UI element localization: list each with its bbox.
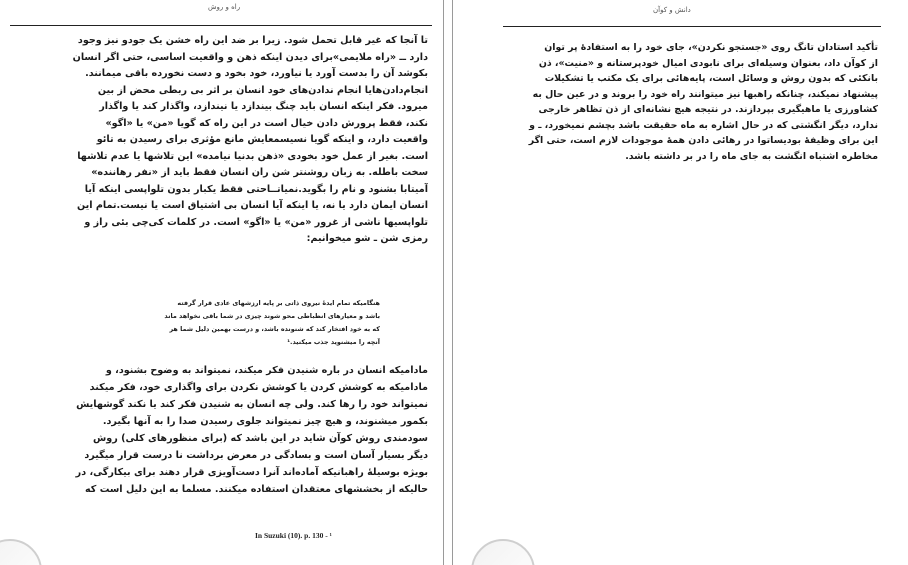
book-gutter — [443, 0, 453, 565]
text-line: آمیتابا بشنود و نام را بگوید.نمیاتــاحتی فقط یکبار بدون تلواپسی اینکه آیا — [84, 183, 428, 195]
text-line: تأکید استادان تانگ روی «جستجو نکردن»، جای خود را به استفادهٔ پر توان — [544, 42, 878, 53]
text-line: از کوآن داد، بعنوان وسیله‌ای برای نابودی امیال خودپرستانه و «منیت»، ذن — [538, 57, 878, 69]
left-running-head: راه و روش — [208, 3, 241, 11]
quote-line: باشد و معیارهای انظباطی محو شوند چیزی در شما باقی نخواهد ماند — [164, 312, 380, 320]
text-line: نکند، فقط پرورش دادن خیال است در این راه که گویا «من» یا «اگو» — [105, 117, 428, 129]
text-line: مادامیکه انسان در باره شنیدن فکر میکند، نمیتواند به وضوح بشنود، و — [105, 365, 428, 376]
text-line: حالیکه از بخششهای معتقدان استفاده میکنند. مسلما به این دلیل است که — [84, 484, 428, 495]
text-line: بکوشد آن را بدست آورد یا نیاورد، خود بخود و دست نخورده باقی میمانند. — [85, 68, 428, 79]
text-line: مخاطره اشتباه انگشت به جای ماه را در بر داشته باشد. — [625, 150, 878, 162]
text-line: سودمندی روش کوآن شاید در این باشد که (برای منظورهای کلی) روش — [93, 433, 428, 444]
quote-line: که به خود افتخار کند که شنونده باشد، و درست بهمین دلیل شما هر — [169, 325, 380, 333]
text-line: دیگر بسیار آسان است و بسادگی در معرض برداشت نا درست قرار میگیرد — [84, 450, 428, 461]
text-line: واقعیت دارد، و اینکه گویا نسیسمعایش مانع مؤثری برای رسیدن به تائو — [96, 134, 428, 145]
text-line: پیشنهاد نمیکند، چنانکه راهبها نیز میتوانند راه خود را بروند و در عین حال به — [532, 88, 878, 100]
right-paragraph — [503, 40, 878, 164]
left-paragraph-2 — [14, 362, 428, 498]
left-page — [0, 0, 443, 565]
left-paragraph-1 — [14, 33, 428, 248]
right-page — [453, 0, 908, 565]
text-line: انسان ایمان دارد یا نه، یا اینکه آیا انسان بی اشتیاق است یا نیست.تمام این — [77, 200, 428, 211]
text-line: بکمور میشنوند، و هیچ چیز نمیتواند جلوی رسیدن صدا را به آنها بگیرد. — [102, 416, 428, 427]
text-line: است. بغیر از عمل خود بخودی «ذهن بدنیا نیامده» این تلاشها یا عدم تلاشها — [77, 150, 428, 162]
text-line: رمزی شن ـ شو میخوانیم: — [306, 233, 428, 244]
right-header-rule — [503, 26, 881, 27]
block-quote — [60, 297, 380, 349]
text-line: دارد ــ «راه ملایمی»برای دیدن اینکه ذهن و واقعیت اساسی، حتی اگر انسان — [72, 51, 428, 63]
left-header-rule — [10, 25, 432, 26]
text-line: بانکئی که بدون روش و وسائل است، پایه‌هائی برای یک مکتب یا تشکیلات — [544, 73, 878, 84]
footnote: In Suzuki (10). p. 130 - ¹ — [255, 531, 332, 540]
text-line: کشاورزی یا ماهیگیری بپردازند. در نتیجه هیچ نشانه‌ای از ذن تظاهر خارجی — [538, 104, 878, 115]
page-curl — [471, 539, 535, 565]
text-line: تلواپسیها ناشی از غرور «من» یا «اگو» است. در کلمات کی‌چی بئی راز و — [84, 216, 428, 228]
quote-line: هنگامیکه تمام ایدهٔ نیروی ذاتی بر پایه ارزشهای عادی قرار گرفته — [177, 299, 380, 307]
quote-line: آنچه را میشنوید جذب میکنید.¹ — [287, 338, 380, 346]
text-line: میرود. فکر اینکه انسان باید چنگ بیندازد یا نیندازد، واگذار کند یا واگذار — [99, 101, 428, 112]
page-curl — [0, 539, 42, 565]
text-line: بویژه بوسیلهٔ راهبانیکه آماده‌اند آنرا دست‌آویزی قرار دهند برای بیکارگی، در — [75, 467, 428, 478]
text-line: سخت باطله. به زبان روشنتر شن ران انسان فقط باید از «نفر رهاننده» — [91, 167, 428, 178]
right-running-head: دانش و کوآن — [653, 6, 691, 14]
text-line: این برای وظیفهٔ بودیساتوا در رهائی دادن همهٔ موجودات لازم است، حتی اگر — [528, 135, 878, 146]
text-line: تا آنجا که غیر قابل تحمل شود. زیرا بر ضد این راه خشن یک جودو نیز وجود — [77, 35, 428, 46]
text-line: مادامیکه به کوشش کردن یا کوشش نکردن برای واگذاری خود، فکر میکند — [89, 382, 428, 393]
text-line: ندارد، دیگر انگشتی که در حال اشاره به ماه حقیقت باشد بچشم نمیخورد، ـ و — [529, 119, 878, 131]
text-line: انجام‌دادن‌هایا انجام ندادن‌های خود انسان بر اثر بی ربطی محض از بین — [97, 84, 428, 96]
text-line: نمیتواند خود را رها کند. ولی چه انسان به شنیدن فکر کند یا نکند گوشهایش — [76, 399, 428, 410]
